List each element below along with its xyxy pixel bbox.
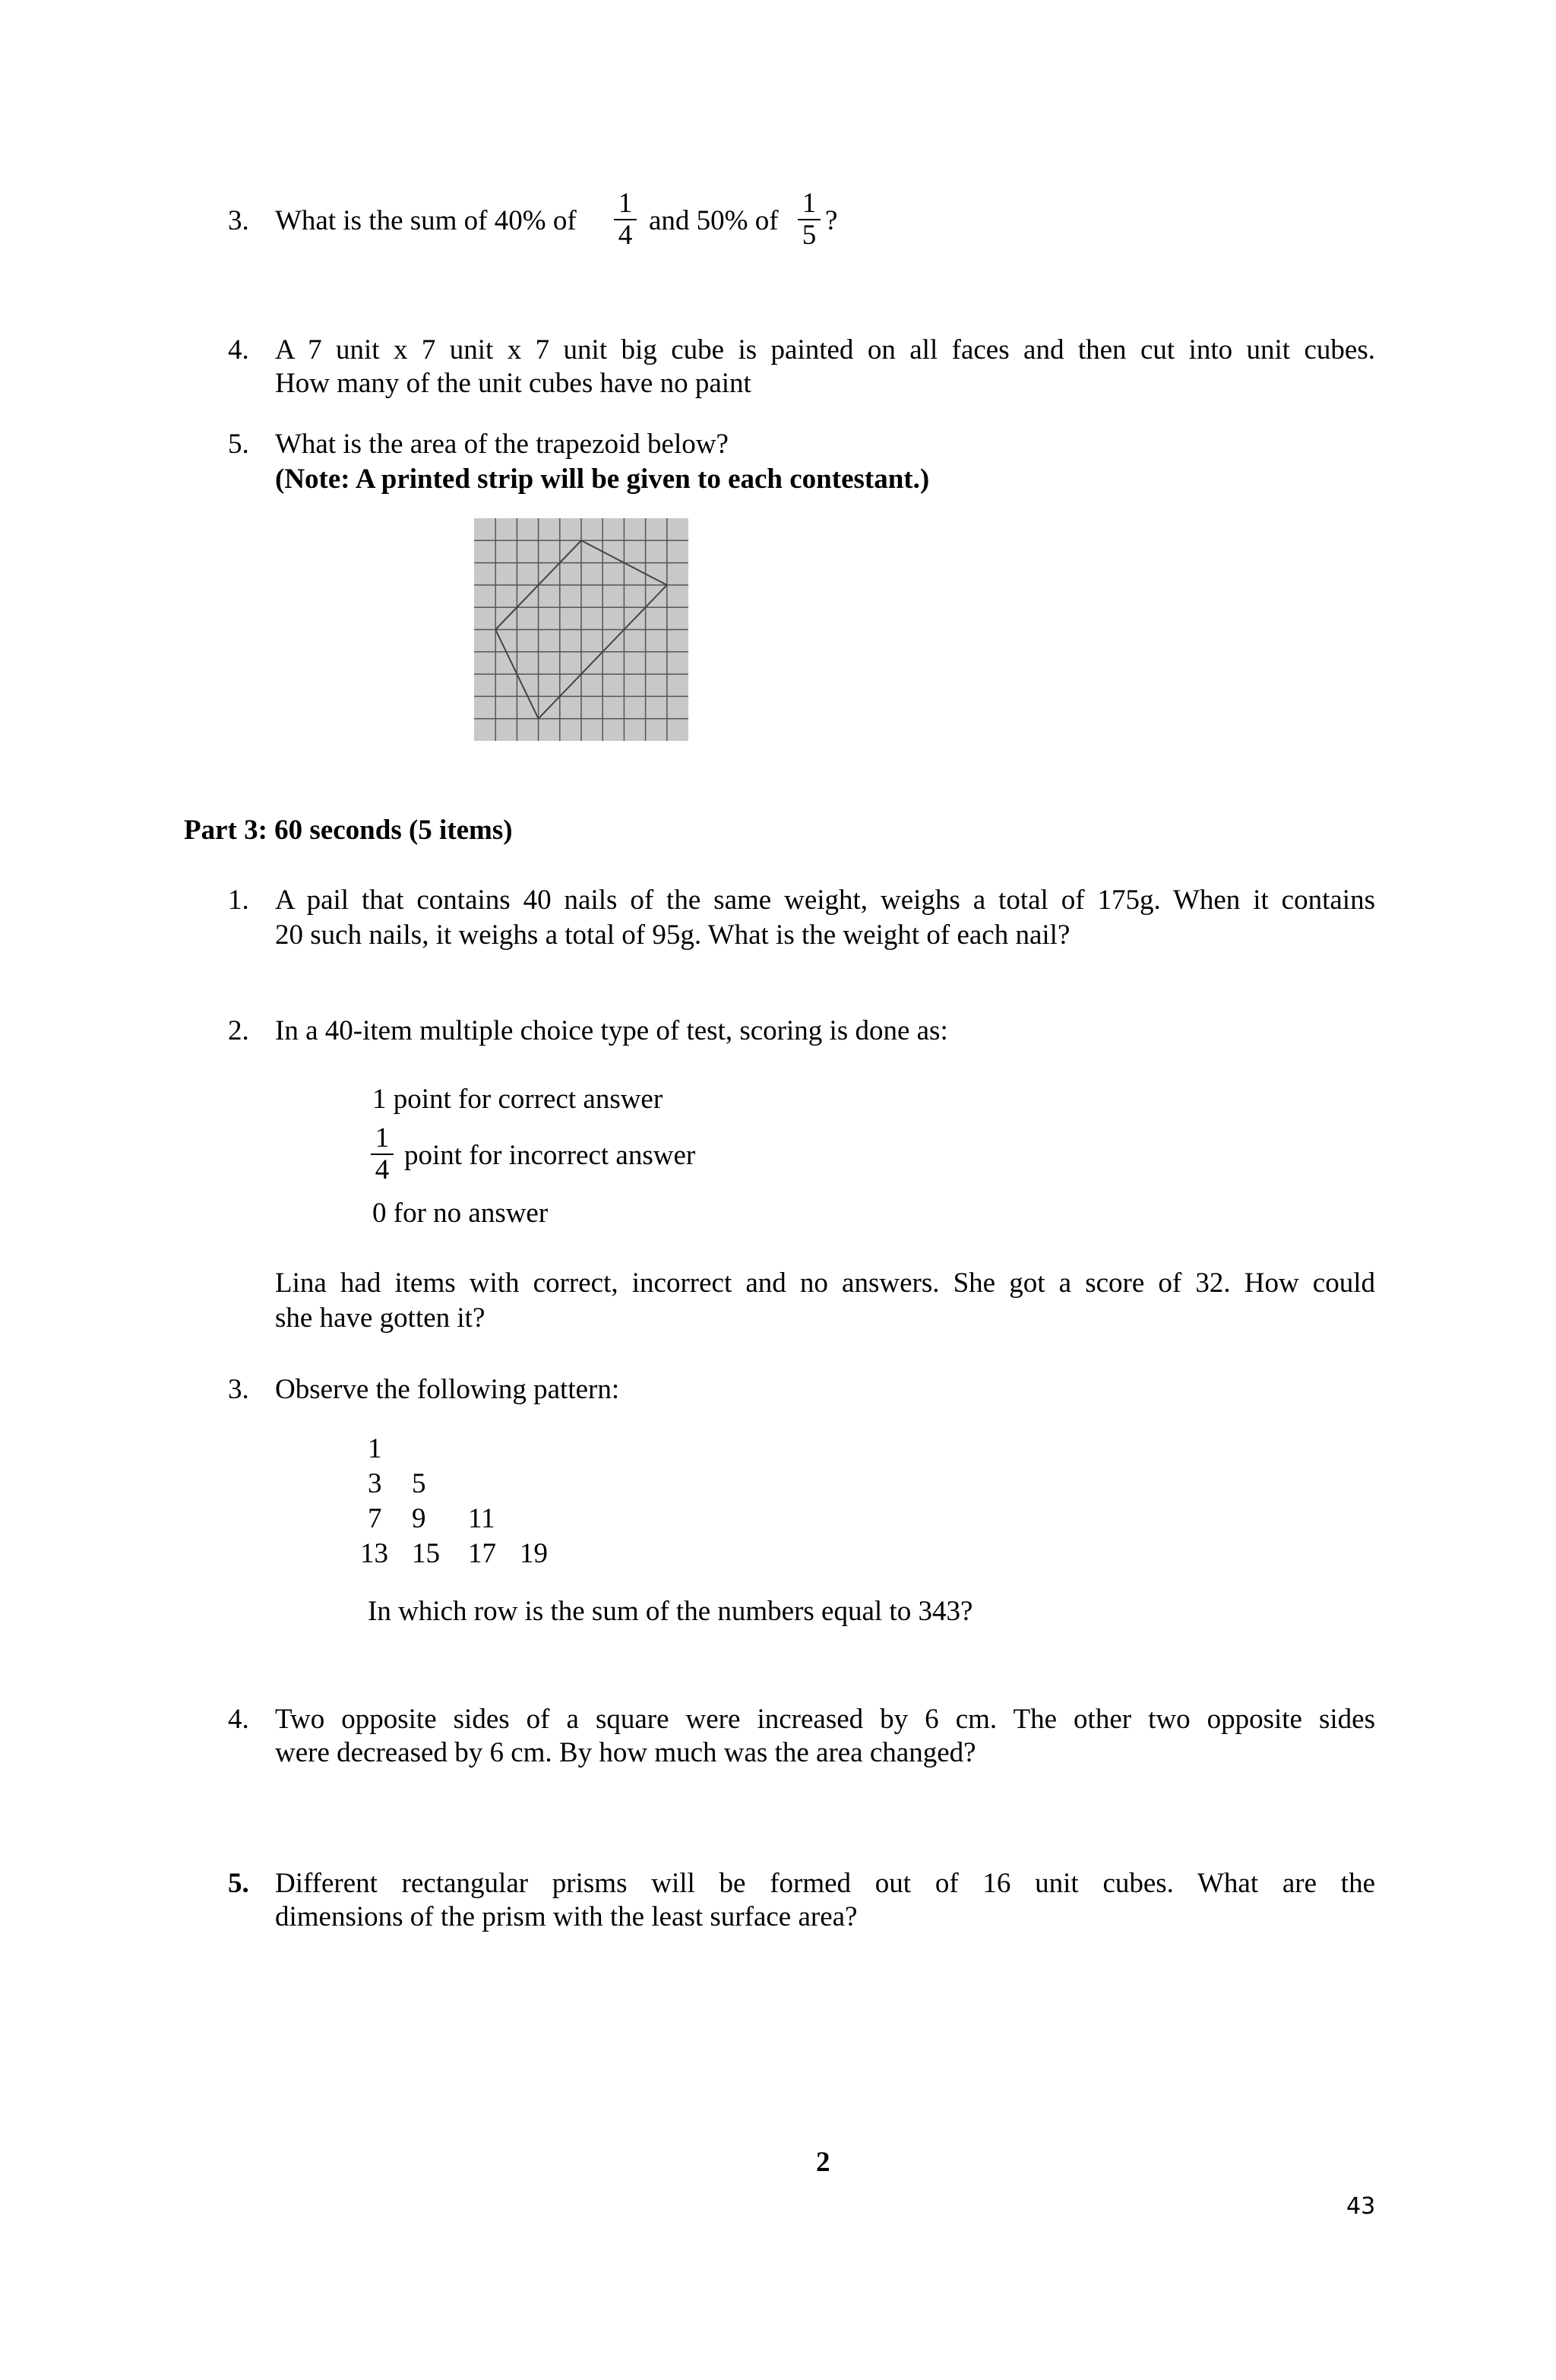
p2-q3-text-mid: and 50% of bbox=[649, 205, 779, 236]
pattern-row-3-num-1: 7 bbox=[368, 1503, 382, 1534]
pattern-row-2-num-2: 5 bbox=[412, 1468, 426, 1499]
p2-q5-number: 5. bbox=[228, 429, 249, 460]
pattern-row-1-num-1: 1 bbox=[368, 1433, 382, 1464]
p3-q1-line-1: A pail that contains 40 nails of the same weight, weighs a total of 175g. When it contains bbox=[275, 885, 1375, 916]
pattern-row-4-num-4: 19 bbox=[520, 1538, 548, 1569]
p2-q3-fraction-2-denominator: 5 bbox=[802, 220, 817, 251]
p3-q2-paragraph-line-2: she have gotten it? bbox=[275, 1302, 485, 1334]
p3-q1-number: 1. bbox=[228, 885, 249, 916]
part3-heading: Part 3: 60 seconds (5 items) bbox=[184, 815, 513, 846]
p3-q2-rule-2-numerator: 1 bbox=[375, 1122, 390, 1154]
p2-q4-number: 4. bbox=[228, 334, 249, 366]
p2-q4-line-1: A 7 unit x 7 unit x 7 unit big cube is painted on all faces and then cut into unit cubes. bbox=[275, 334, 1375, 366]
p3-q2-rule-3: 0 for no answer bbox=[372, 1198, 549, 1229]
pattern-row-3-num-3: 11 bbox=[468, 1503, 495, 1534]
p2-q3-fraction-1 bbox=[612, 188, 638, 251]
trapezoid-grid-figure bbox=[474, 518, 688, 741]
p3-q5-line-1: Different rectangular prisms will be formed out of 16 unit cubes. What are the bbox=[275, 1868, 1375, 1899]
p2-q3-number: 3. bbox=[228, 205, 249, 236]
p3-q2-rule-2-text: point for incorrect answer bbox=[404, 1140, 696, 1171]
page-number: 2 bbox=[816, 2147, 830, 2178]
p3-q1-line-2: 20 such nails, it weighs a total of 95g. What is the weight of each nail? bbox=[275, 919, 1071, 951]
p2-q5-line-1: What is the area of the trapezoid below? bbox=[275, 429, 729, 460]
p2-q3-fraction-2 bbox=[796, 188, 822, 251]
p3-q5-line-2: dimensions of the prism with the least surface area? bbox=[275, 1901, 858, 1932]
p3-q3-line-1: Observe the following pattern: bbox=[275, 1374, 620, 1405]
p3-q2-paragraph-line-1: Lina had items with correct, incorrect and no answers. She got a score of 32. How could bbox=[275, 1268, 1375, 1299]
pattern-row-2-num-1: 3 bbox=[368, 1468, 382, 1499]
p3-q3-number: 3. bbox=[228, 1374, 249, 1405]
p3-q4-line-2: were decreased by 6 cm. By how much was the area changed? bbox=[275, 1737, 976, 1768]
p3-q3-question: In which row is the sum of the numbers equal to 343? bbox=[368, 1596, 973, 1627]
p3-q4-number: 4. bbox=[228, 1704, 249, 1735]
pattern-row-4-num-3: 17 bbox=[468, 1538, 496, 1569]
p3-q2-rule-2-fraction bbox=[369, 1123, 395, 1185]
p2-q5-note: (Note: A printed strip will be given to each contestant.) bbox=[275, 464, 930, 495]
p2-q3-fraction-1-denominator: 4 bbox=[618, 220, 633, 251]
p2-q4-line-2: How many of the unit cubes have no paint bbox=[275, 368, 751, 399]
p3-q2-rule-1: 1 point for correct answer bbox=[372, 1084, 663, 1115]
sheet-number: 43 bbox=[1346, 2193, 1376, 2220]
p2-q3-fraction-2-numerator: 1 bbox=[802, 188, 817, 219]
pattern-row-4-num-1: 13 bbox=[360, 1538, 388, 1569]
p2-q3-fraction-1-numerator: 1 bbox=[618, 188, 633, 219]
p3-q2-rule-2-denominator: 4 bbox=[375, 1154, 390, 1185]
p2-q3-text-before: What is the sum of 40% of bbox=[275, 205, 577, 236]
p3-q4-line-1: Two opposite sides of a square were increased by 6 cm. The other two opposite sides bbox=[275, 1704, 1375, 1735]
p3-q2-number: 2. bbox=[228, 1015, 249, 1046]
p3-q5-number: 5. bbox=[228, 1868, 249, 1899]
p2-q3-text-after: ? bbox=[825, 205, 838, 236]
pattern-row-3-num-2: 9 bbox=[412, 1503, 426, 1534]
p3-q2-line-1: In a 40-item multiple choice type of test, scoring is done as: bbox=[275, 1015, 948, 1046]
pattern-row-4-num-2: 15 bbox=[412, 1538, 440, 1569]
